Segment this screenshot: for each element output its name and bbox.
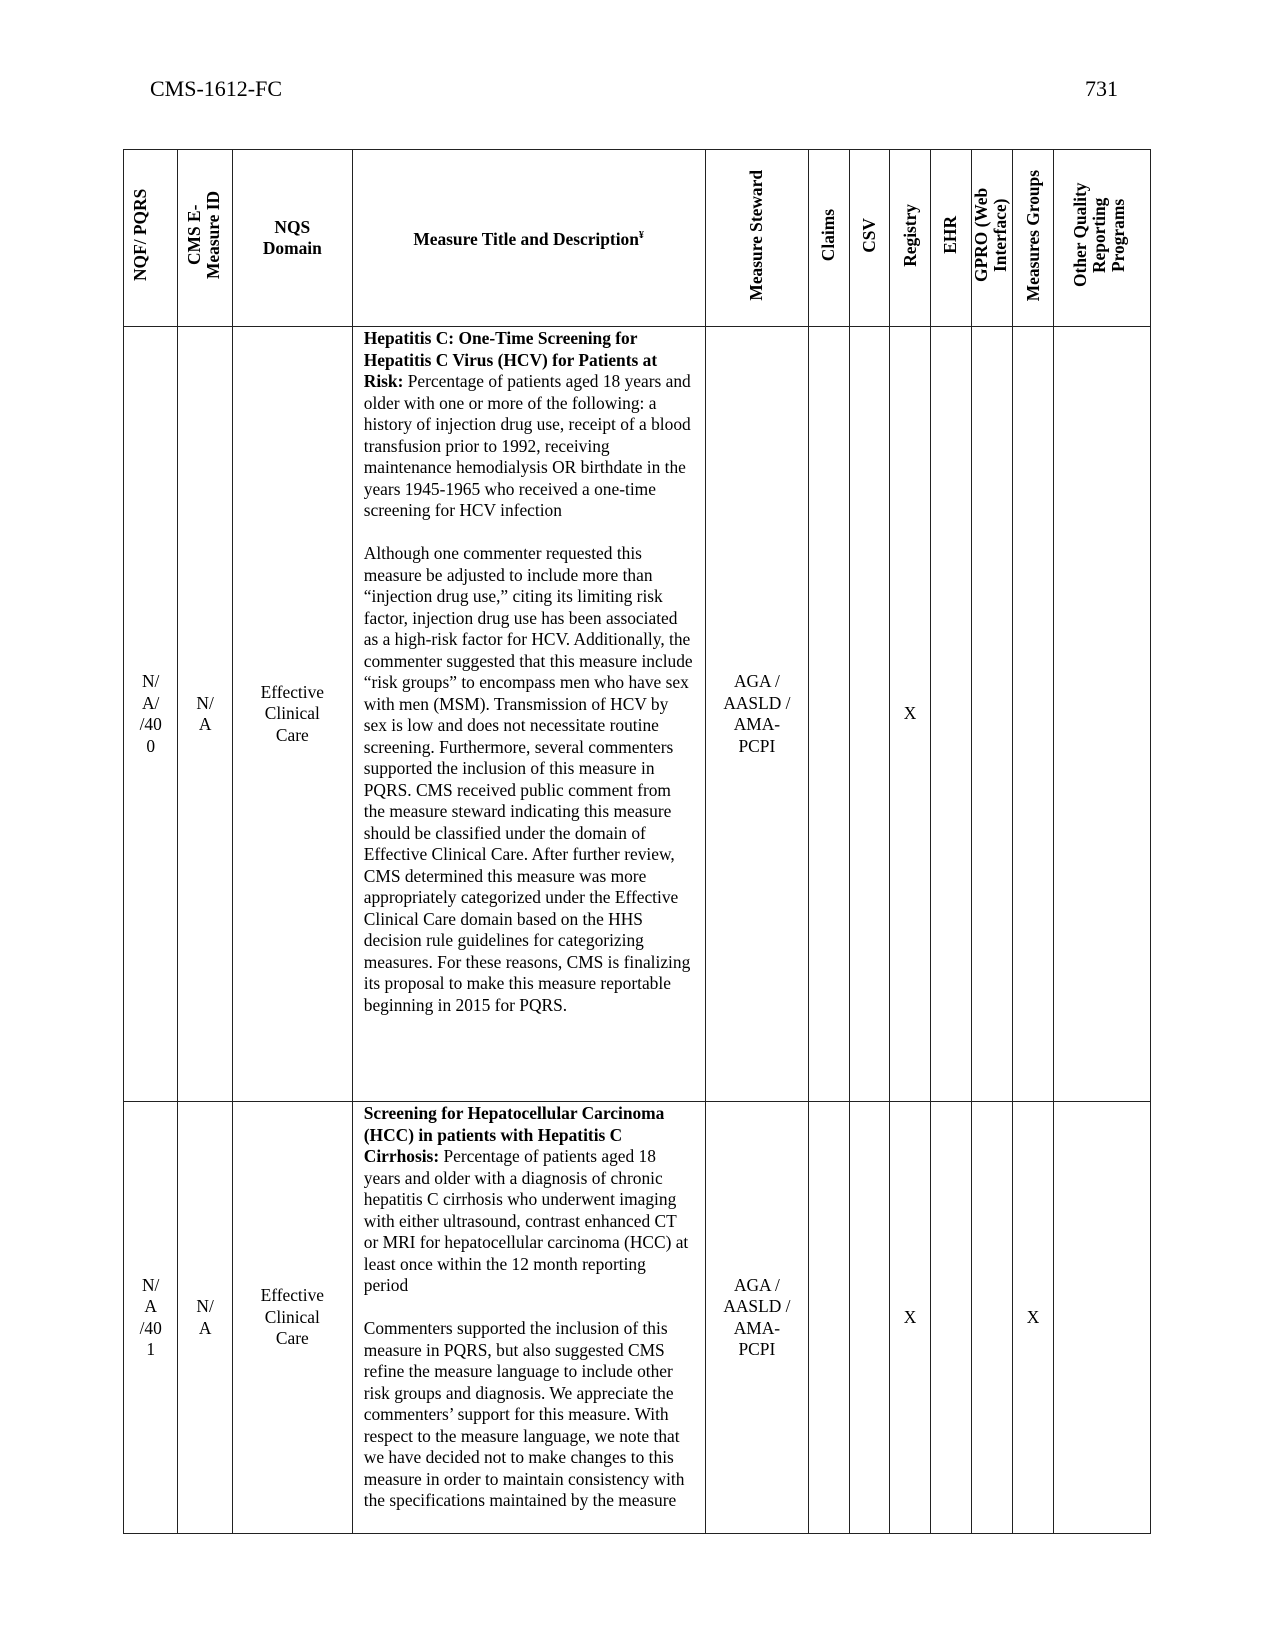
header-measure-title xyxy=(352,150,705,327)
cell-cms-emeasure-id: N/ A xyxy=(178,327,232,1102)
cell-cms-emeasure-id: N/ A xyxy=(178,1102,232,1534)
header-other-quality: Other Quality Reporting Programs xyxy=(1054,150,1151,327)
cell-other-quality xyxy=(1054,1102,1151,1534)
document-id: CMS-1612-FC xyxy=(150,76,283,101)
table-row xyxy=(124,1102,1151,1534)
measure-comment: Although one commenter requested this measure be adjusted to include more than “injection drug use,” citing its limiting risk factor, injection drug use has been associated as a high-risk factor for HCV. Additionally, the commenter suggested that this measure include “risk groups” to encompass men who have sex with men (MSM). Transmission of HCV by sex is low and does not necessitate routine screening. Furthermore, several commenters supported the inclusion of this measure in PQRS. CMS received public comment from the measure steward indicating this measure should be classified under the domain of Effective Clinical Care. After further review, CMS determined this measure was more appropriately categorized under the Effective Clinical Care domain based on the HHS decision rule guidelines for categorizing measures. For these reasons, CMS is finalizing its proposal to make this measure reportable beginning in 2015 for PQRS. xyxy=(363,543,693,1015)
cell-nqs-domain: Effective Clinical Care xyxy=(232,327,352,1102)
measure-description: Percentage of patients aged 18 years and older with a diagnosis of chronic hepatitis C cirrhosis who underwent imaging with either ultrasound, contrast enhanced CT or MRI for hepatocellular carcinoma (HCC) at least once within the 12 month reporting period xyxy=(363,1146,689,1295)
cell-csv xyxy=(849,1102,889,1534)
cell-nqf-pqrs: N/ A/ /40 0 xyxy=(124,327,178,1102)
cell-registry: X xyxy=(889,1102,930,1534)
cell-measures-groups: X xyxy=(1012,1102,1053,1534)
cell-measure-description xyxy=(352,1102,705,1534)
header-measures-groups: Measures Groups xyxy=(1012,150,1053,327)
cell-registry: X xyxy=(889,327,930,1102)
header-measure-title-text: Measure Title and Description xyxy=(413,229,639,250)
cell-gpro xyxy=(971,1102,1012,1534)
measure-description: Percentage of patients aged 18 years and older with one or more of the following: a history of injection drug use, receipt of a blood transfusion prior to 1992, receiving maintenance hemodialysis OR birthdate in the years 1945-1965 who received a one-time screening for HCV infection xyxy=(363,371,691,520)
cell-nqs-domain: Effective Clinical Care xyxy=(232,1102,352,1534)
cell-measure-steward: AGA / AASLD / AMA- PCPI xyxy=(705,327,809,1102)
measure-title: Screening for Hepatocellular Carcinoma (HCC) in patients with Hepatitis C Cirrhosis: xyxy=(363,1103,665,1166)
cell-measure-description xyxy=(352,327,705,1102)
header-nqs-line2: Domain xyxy=(262,238,322,258)
header-measure-steward: Measure Steward xyxy=(705,150,809,327)
cell-measure-steward: AGA / AASLD / AMA- PCPI xyxy=(705,1102,809,1534)
header-nqs-line1: NQS xyxy=(274,216,311,237)
cell-gpro xyxy=(971,327,1012,1102)
cell-nqf-pqrs: N/ A /40 1 xyxy=(124,1102,178,1534)
cell-claims xyxy=(809,327,849,1102)
header-gpro: GPRO (Web Interface) xyxy=(971,150,1012,327)
measure-comment: Commenters supported the inclusion of this measure in PQRS, but also suggested CMS refine the measure language to include other risk groups and diagnosis. We appreciate the commenters’ support for this measure. With respect to the measure language, we note that we have decided not to make changes to this measure in order to maintain consistency with the specifications maintained by the measure xyxy=(363,1318,685,1510)
cell-claims xyxy=(809,1102,849,1534)
cell-ehr xyxy=(931,327,971,1102)
page-number: 731 xyxy=(1085,76,1118,101)
cell-ehr xyxy=(931,1102,971,1534)
header-claims: Claims xyxy=(809,150,849,327)
measure-title: Hepatitis C: One-Time Screening for Hepatitis C Virus (HCV) for Patients at Risk: xyxy=(363,328,658,391)
header-csv: CSV xyxy=(849,150,889,327)
header-ehr: EHR xyxy=(931,150,971,327)
cell-other-quality xyxy=(1054,327,1151,1102)
cell-csv xyxy=(849,327,889,1102)
table-row xyxy=(124,327,1151,1102)
header-nqs-domain xyxy=(232,150,352,327)
header-row xyxy=(124,150,1151,327)
measures-table xyxy=(123,149,1151,1534)
header-registry: Registry xyxy=(889,150,930,327)
header-cms-emeasure-id: CMS E-Measure ID xyxy=(178,150,232,327)
header-measure-title-mark: ¥ xyxy=(638,230,644,242)
cell-measures-groups xyxy=(1012,327,1053,1102)
header-nqf-pqrs: NQF/ PQRS xyxy=(124,150,178,327)
